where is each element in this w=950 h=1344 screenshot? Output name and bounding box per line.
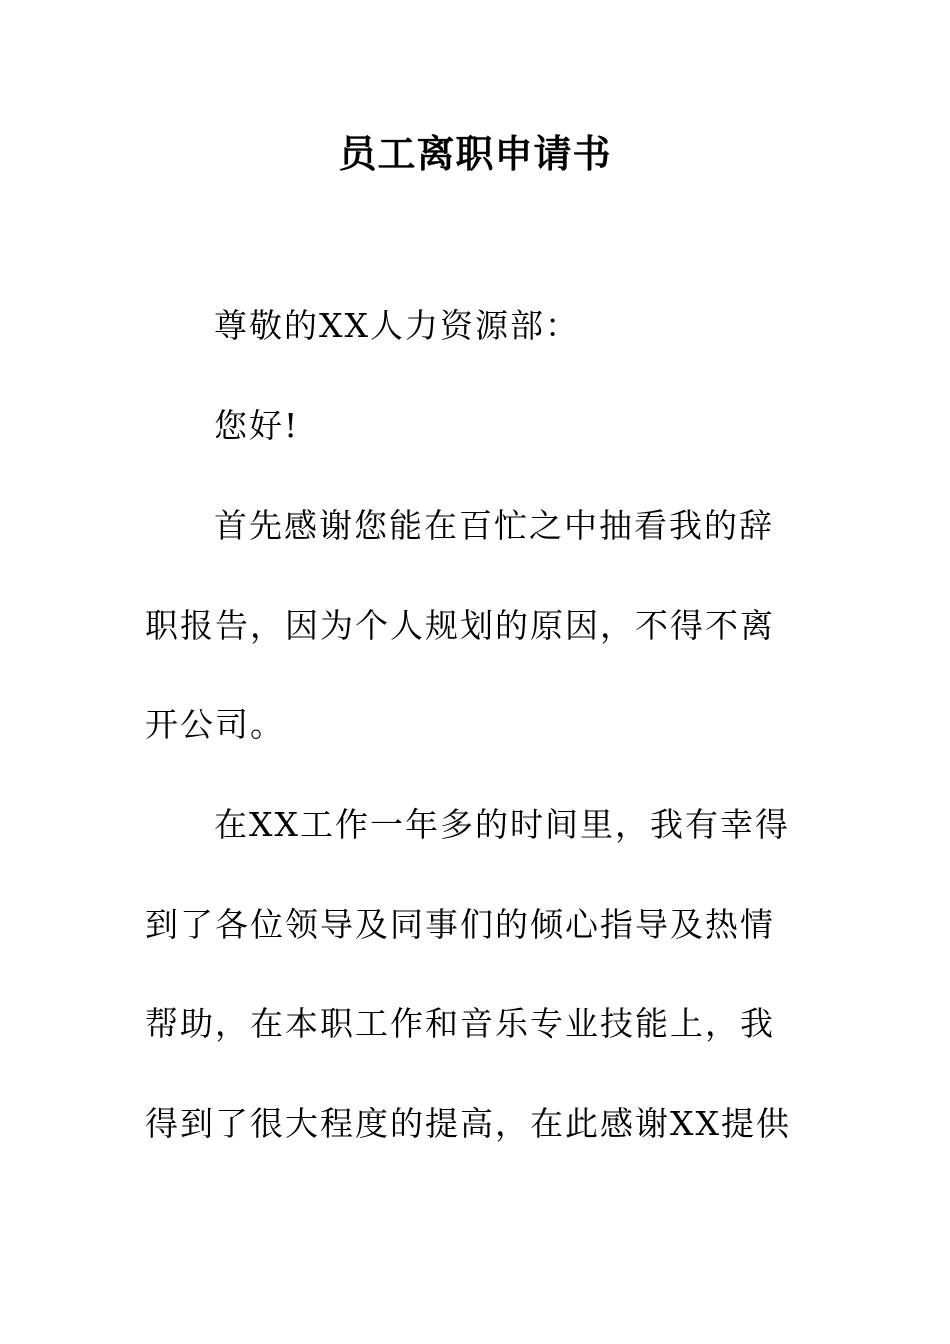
greeting-line: 您好! bbox=[214, 406, 300, 445]
body-line: 帮助，在本职工作和音乐专业技能上，我 bbox=[145, 1004, 775, 1043]
body-line: 在XX工作一年多的时间里，我有幸得 bbox=[214, 805, 790, 844]
body-line: 得到了很大程度的提高，在此感谢XX提供 bbox=[145, 1104, 791, 1143]
body-line: 职报告，因为个人规划的原因，不得不离 bbox=[145, 606, 775, 645]
body-line: 首先感谢您能在百忙之中抽看我的辞 bbox=[214, 506, 774, 545]
body-line: 到了各位领导及同事们的倾心指导及热情 bbox=[145, 905, 775, 944]
salutation-line: 尊敬的XX人力资源部： bbox=[214, 306, 580, 345]
document-title: 员工离职申请书 bbox=[338, 132, 612, 176]
body-line: 开公司。 bbox=[145, 705, 285, 744]
